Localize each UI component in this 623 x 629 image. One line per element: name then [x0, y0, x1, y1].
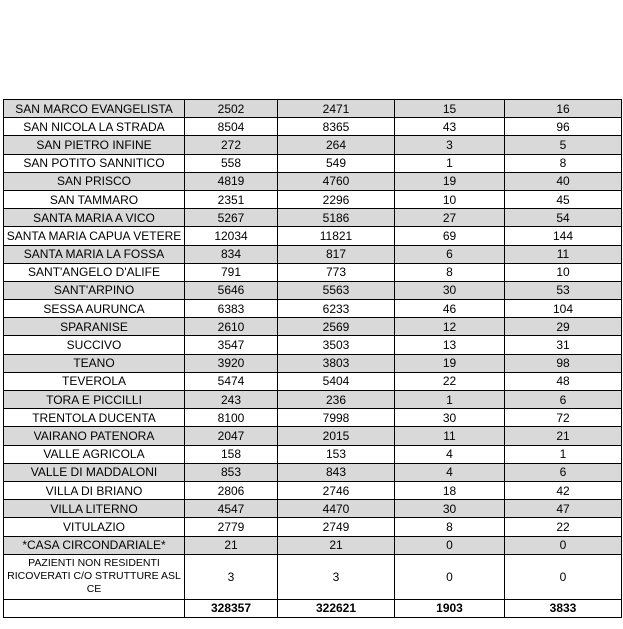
value-4: 45	[505, 190, 622, 208]
table-row	[4, 136, 622, 154]
table-row	[4, 336, 622, 354]
value-3: 12	[395, 318, 505, 336]
value-4: 144	[505, 227, 622, 245]
value-1: 791	[185, 263, 278, 281]
value-3: 10	[395, 190, 505, 208]
municipality-name: SANTA MARIA CAPUA VETERE	[4, 227, 185, 245]
table-row	[4, 481, 622, 499]
non-residents-value-2: 3	[278, 554, 395, 599]
municipality-name: SUCCIVO	[4, 336, 185, 354]
value-2: 4760	[278, 172, 395, 190]
municipality-name: TORA E PICCILLI	[4, 391, 185, 409]
value-4: 47	[505, 500, 622, 518]
value-1: 158	[185, 445, 278, 463]
municipality-name: SESSA AURUNCA	[4, 300, 185, 318]
value-4: 72	[505, 409, 622, 427]
value-3: 30	[395, 409, 505, 427]
total-value-1: 328357	[185, 599, 278, 617]
value-4: 21	[505, 427, 622, 445]
spreadsheet	[3, 99, 621, 618]
value-2: 6233	[278, 300, 395, 318]
value-3: 18	[395, 481, 505, 499]
municipality-name: TRENTOLA DUCENTA	[4, 409, 185, 427]
table-row	[4, 463, 622, 481]
value-2: 3503	[278, 336, 395, 354]
municipality-name: SAN POTITO SANNITICO	[4, 154, 185, 172]
value-3: 0	[395, 536, 505, 554]
value-1: 2502	[185, 100, 278, 118]
table-row	[4, 445, 622, 463]
value-4: 48	[505, 372, 622, 390]
table-row	[4, 372, 622, 390]
value-1: 5474	[185, 372, 278, 390]
value-3: 69	[395, 227, 505, 245]
table-row	[4, 118, 622, 136]
value-3: 8	[395, 518, 505, 536]
municipality-name: TEANO	[4, 354, 185, 372]
value-1: 243	[185, 391, 278, 409]
value-3: 19	[395, 354, 505, 372]
non-residents-value-4: 0	[505, 554, 622, 599]
value-4: 1	[505, 445, 622, 463]
value-2: 8365	[278, 118, 395, 136]
value-3: 11	[395, 427, 505, 445]
table-row	[4, 354, 622, 372]
value-3: 30	[395, 281, 505, 299]
table-row	[4, 209, 622, 227]
value-1: 8100	[185, 409, 278, 427]
value-2: 5186	[278, 209, 395, 227]
value-4: 31	[505, 336, 622, 354]
municipality-name: SAN PRISCO	[4, 172, 185, 190]
table-row	[4, 391, 622, 409]
municipality-name: SAN TAMMARO	[4, 190, 185, 208]
value-4: 0	[505, 536, 622, 554]
value-3: 8	[395, 263, 505, 281]
value-3: 43	[395, 118, 505, 136]
value-1: 4819	[185, 172, 278, 190]
municipality-name: SPARANISE	[4, 318, 185, 336]
value-2: 2471	[278, 100, 395, 118]
municipality-name: VILLA LITERNO	[4, 500, 185, 518]
value-3: 15	[395, 100, 505, 118]
value-3: 27	[395, 209, 505, 227]
municipality-name: VALLE DI MADDALONI	[4, 463, 185, 481]
value-1: 6383	[185, 300, 278, 318]
value-2: 264	[278, 136, 395, 154]
value-4: 98	[505, 354, 622, 372]
municipality-name: SANT'ANGELO D'ALIFE	[4, 263, 185, 281]
table-row	[4, 409, 622, 427]
municipality-name: VALLE AGRICOLA	[4, 445, 185, 463]
non-residents-row	[4, 554, 622, 599]
value-3: 3	[395, 136, 505, 154]
municipality-name: SAN NICOLA LA STRADA	[4, 118, 185, 136]
totals-label	[4, 599, 185, 617]
value-4: 96	[505, 118, 622, 136]
table-row	[4, 536, 622, 554]
table-row	[4, 245, 622, 263]
value-1: 5646	[185, 281, 278, 299]
value-2: 2015	[278, 427, 395, 445]
total-value-3: 1903	[395, 599, 505, 617]
non-residents-label: PAZIENTI NON RESIDENTI RICOVERATI C/O STRUTTURE ASL CE	[4, 554, 185, 599]
value-1: 4547	[185, 500, 278, 518]
value-1: 853	[185, 463, 278, 481]
value-2: 2746	[278, 481, 395, 499]
value-4: 22	[505, 518, 622, 536]
value-4: 6	[505, 463, 622, 481]
table-row	[4, 518, 622, 536]
table-row	[4, 427, 622, 445]
value-2: 549	[278, 154, 395, 172]
value-2: 236	[278, 391, 395, 409]
municipality-name: *CASA CIRCONDARIALE*	[4, 536, 185, 554]
value-2: 773	[278, 263, 395, 281]
value-1: 272	[185, 136, 278, 154]
municipality-name: VITULAZIO	[4, 518, 185, 536]
value-1: 5267	[185, 209, 278, 227]
table-row	[4, 227, 622, 245]
value-2: 843	[278, 463, 395, 481]
municipality-name: SANTA MARIA LA FOSSA	[4, 245, 185, 263]
value-2: 3803	[278, 354, 395, 372]
municipality-name: TEVEROLA	[4, 372, 185, 390]
value-1: 2047	[185, 427, 278, 445]
value-2: 2749	[278, 518, 395, 536]
municipality-name: VILLA DI BRIANO	[4, 481, 185, 499]
value-1: 21	[185, 536, 278, 554]
value-1: 2610	[185, 318, 278, 336]
total-value-4: 3833	[505, 599, 622, 617]
value-4: 42	[505, 481, 622, 499]
value-4: 5	[505, 136, 622, 154]
value-4: 53	[505, 281, 622, 299]
value-2: 11821	[278, 227, 395, 245]
municipality-table	[3, 99, 622, 618]
municipality-name: SAN PIETRO INFINE	[4, 136, 185, 154]
value-2: 21	[278, 536, 395, 554]
value-1: 3547	[185, 336, 278, 354]
total-value-2: 322621	[278, 599, 395, 617]
table-row	[4, 500, 622, 518]
value-4: 6	[505, 391, 622, 409]
table-row	[4, 190, 622, 208]
value-3: 1	[395, 391, 505, 409]
table-row	[4, 100, 622, 118]
municipality-name: VAIRANO PATENORA	[4, 427, 185, 445]
non-residents-value-1: 3	[185, 554, 278, 599]
municipality-name: SANTA MARIA A VICO	[4, 209, 185, 227]
non-residents-value-3: 0	[395, 554, 505, 599]
value-2: 2569	[278, 318, 395, 336]
value-4: 8	[505, 154, 622, 172]
value-3: 22	[395, 372, 505, 390]
value-1: 8504	[185, 118, 278, 136]
value-4: 29	[505, 318, 622, 336]
value-4: 40	[505, 172, 622, 190]
municipality-name: SANT'ARPINO	[4, 281, 185, 299]
value-1: 12034	[185, 227, 278, 245]
municipality-name: SAN MARCO EVANGELISTA	[4, 100, 185, 118]
value-3: 30	[395, 500, 505, 518]
value-1: 558	[185, 154, 278, 172]
value-4: 54	[505, 209, 622, 227]
value-1: 2806	[185, 481, 278, 499]
value-2: 153	[278, 445, 395, 463]
value-3: 6	[395, 245, 505, 263]
table-row	[4, 263, 622, 281]
table-row	[4, 281, 622, 299]
value-2: 7998	[278, 409, 395, 427]
value-2: 5563	[278, 281, 395, 299]
value-4: 11	[505, 245, 622, 263]
value-1: 3920	[185, 354, 278, 372]
value-2: 4470	[278, 500, 395, 518]
table-row	[4, 154, 622, 172]
value-2: 2296	[278, 190, 395, 208]
value-1: 2779	[185, 518, 278, 536]
value-3: 13	[395, 336, 505, 354]
value-3: 4	[395, 445, 505, 463]
value-3: 19	[395, 172, 505, 190]
value-1: 834	[185, 245, 278, 263]
value-4: 10	[505, 263, 622, 281]
value-4: 16	[505, 100, 622, 118]
value-2: 5404	[278, 372, 395, 390]
value-3: 1	[395, 154, 505, 172]
value-2: 817	[278, 245, 395, 263]
table-row	[4, 318, 622, 336]
table-row	[4, 300, 622, 318]
value-3: 46	[395, 300, 505, 318]
totals-row	[4, 599, 622, 617]
value-1: 2351	[185, 190, 278, 208]
value-4: 104	[505, 300, 622, 318]
table-row	[4, 172, 622, 190]
value-3: 4	[395, 463, 505, 481]
